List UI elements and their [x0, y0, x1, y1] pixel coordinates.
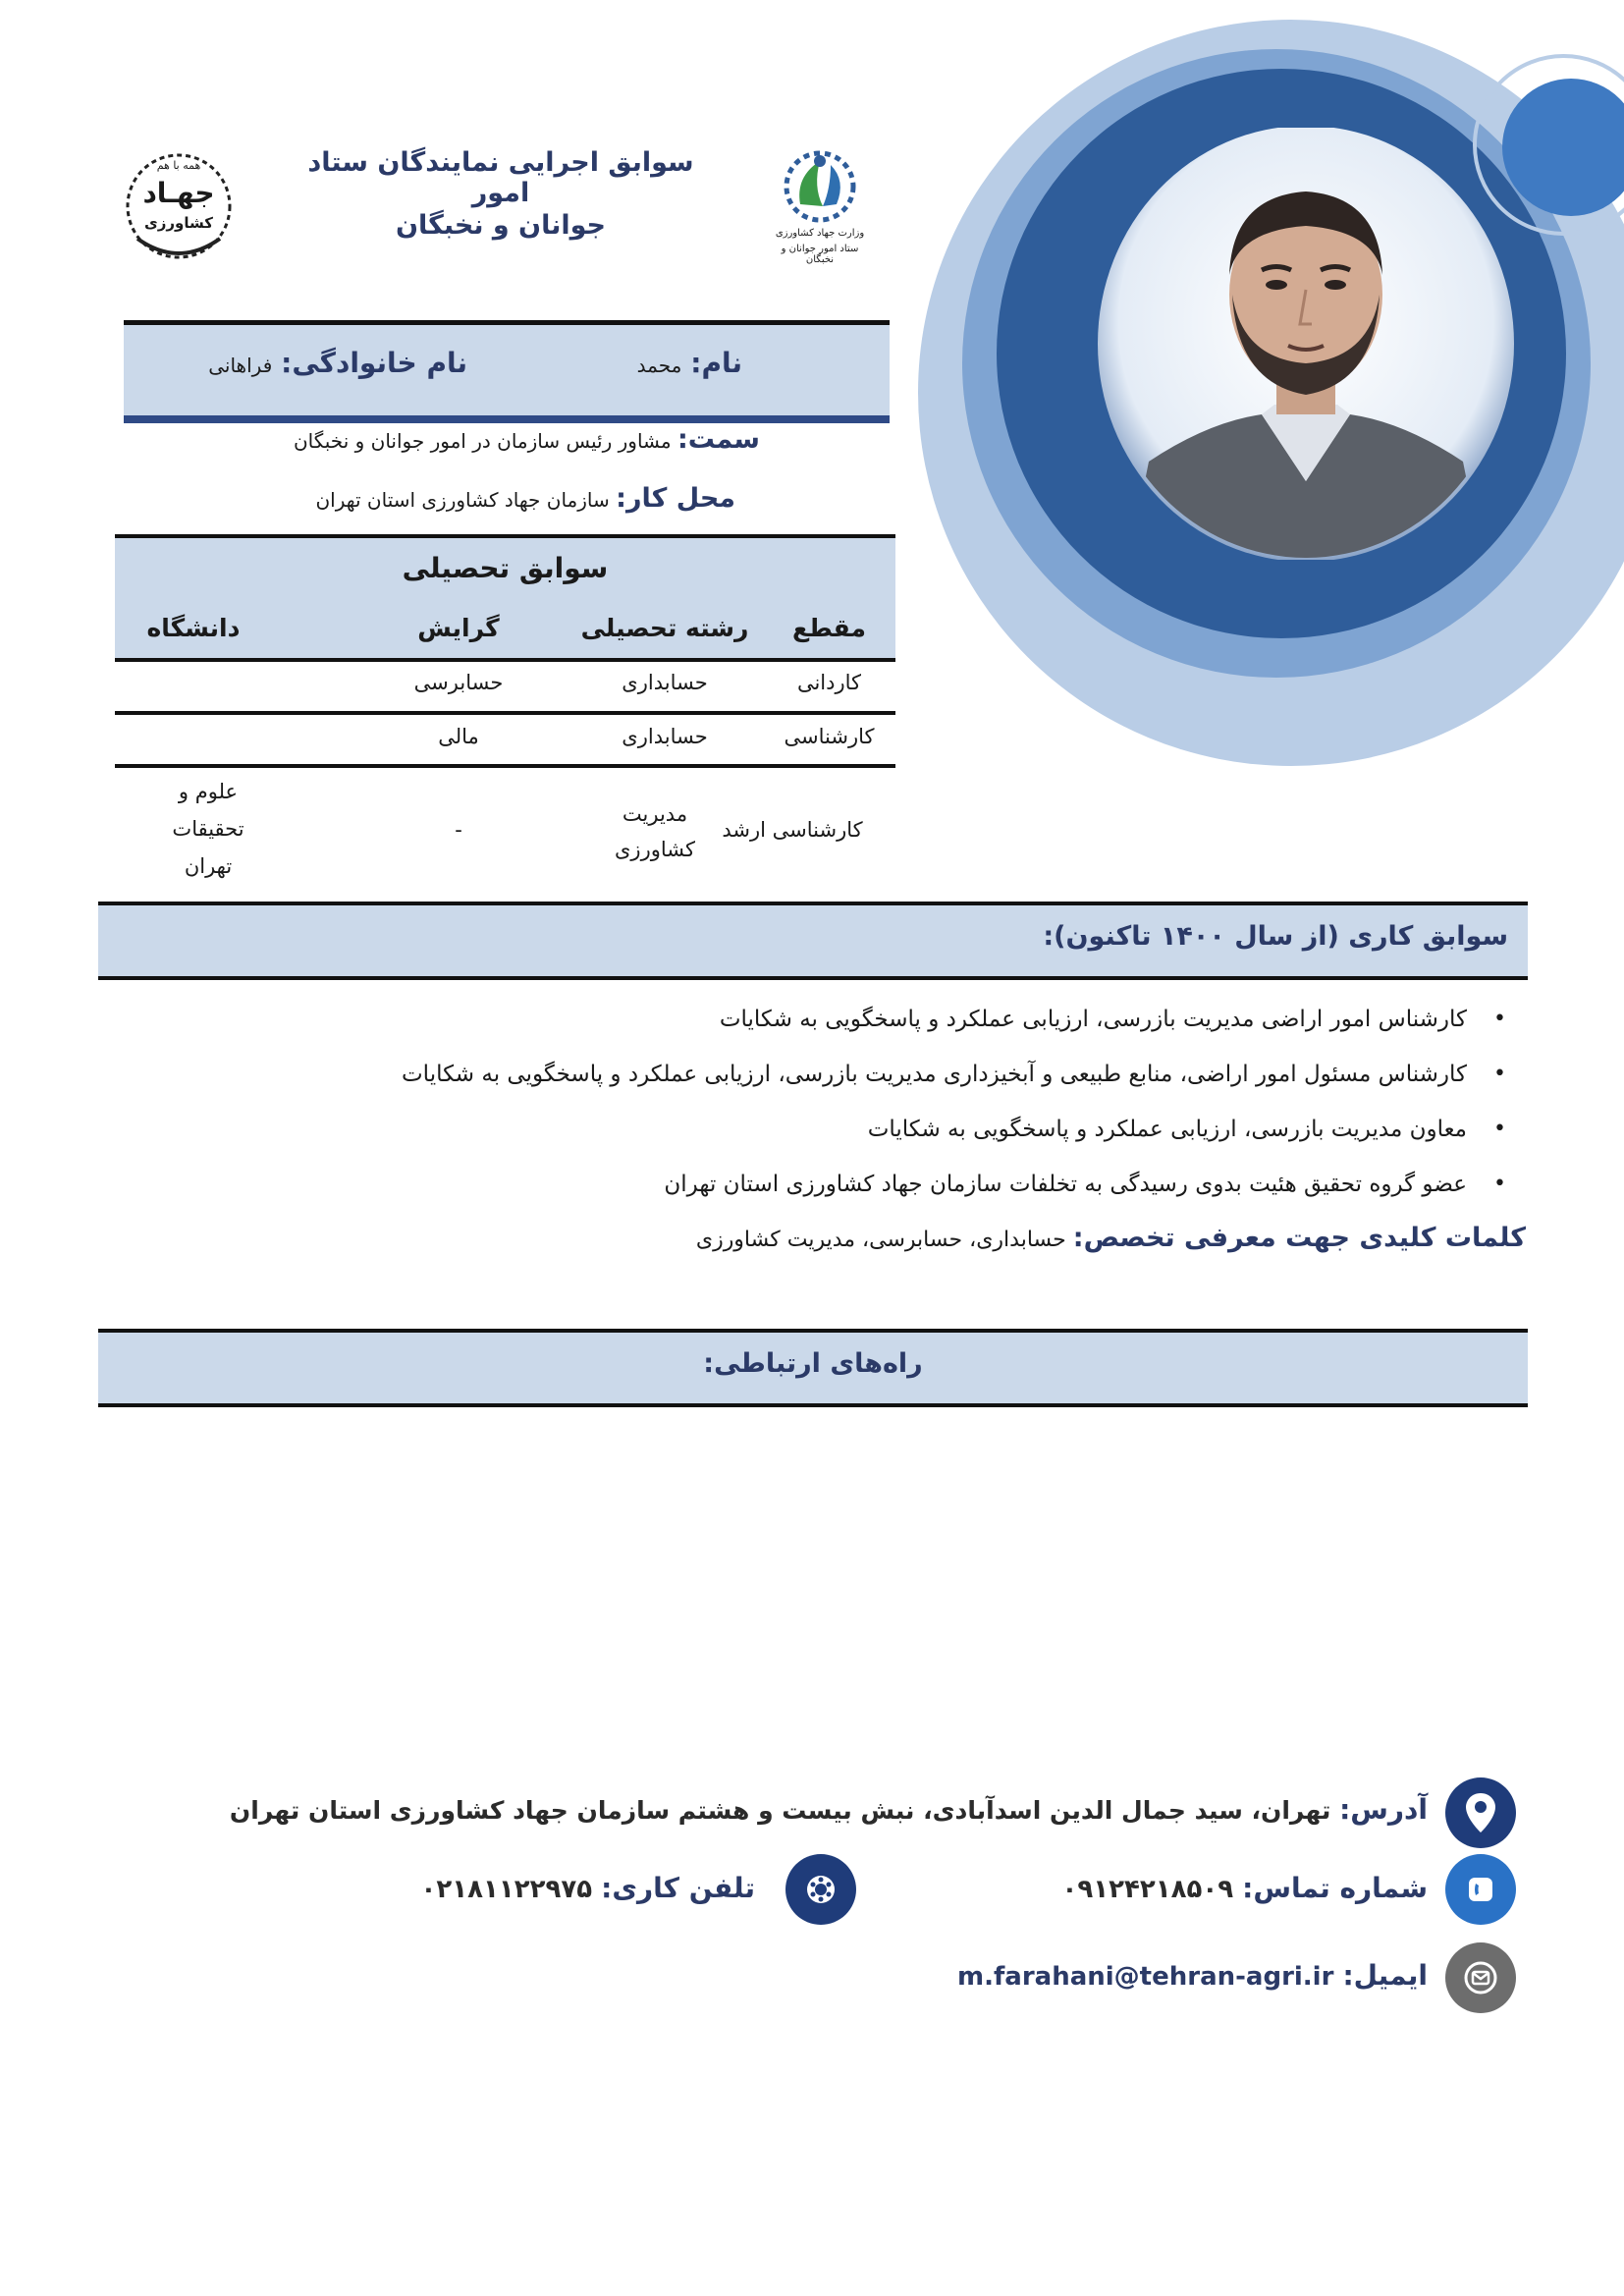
- education-title: سوابق تحصیلی: [115, 534, 895, 603]
- last-name-field: نام خانوادگی: فراهانی: [208, 347, 467, 379]
- position-field: سمت: مشاور رئیس سازمان در امور جوانان و نخبگان: [293, 424, 760, 455]
- table-row: کارشناسی ارشد مدیریت کشاورزی - علوم و تحقیقات تهران: [172, 780, 863, 878]
- email-link[interactable]: m.farahani@tehran-agri.ir: [957, 1962, 1334, 1992]
- education-header-row: [115, 599, 895, 662]
- header-title-line2: جوانان و نخبگان: [395, 210, 607, 241]
- table-row: کارشناسی حسابداری مالی: [438, 725, 875, 748]
- email-field: ایمیل: m.farahani@tehran-agri.ir: [957, 1959, 1428, 1992]
- work-section-bar: [98, 902, 1528, 980]
- location-pin-icon: [1445, 1777, 1516, 1848]
- contact-section-title: راه‌های ارتباطی:: [703, 1348, 923, 1379]
- header-title-line1: سوابق اجرایی نمایندگان ستاد امور: [307, 147, 694, 208]
- ministry-logo: وزارت جهاد کشاورزی ستاد امور جوانان و نخبگان: [766, 147, 874, 265]
- work-section-title: سوابق کاری (از سال ۱۴۰۰ تاکنون):: [1043, 921, 1508, 952]
- col-specialization: گرایش: [417, 614, 500, 642]
- col-field: رشته تحصیلی: [580, 614, 749, 642]
- row-divider: [115, 764, 895, 768]
- contact-section-bar: [98, 1329, 1528, 1407]
- mobile-field: شماره تماس: ۰۹۱۲۴۲۱۸۵۰۹: [1061, 1872, 1428, 1904]
- col-degree: مقطع: [792, 614, 866, 642]
- row-divider: [115, 711, 895, 715]
- profile-photo: [1090, 128, 1522, 560]
- telephone-dial-icon: [785, 1854, 856, 1925]
- col-university: دانشگاه: [146, 614, 241, 642]
- jahad-keshavarzi-logo: همه با هم جهـاد کشاورزی: [120, 145, 238, 263]
- work-history-list: [240, 992, 1506, 1212]
- address-field: آدرس: تهران، سید جمال الدین اسدآبادی، نبش بیست و هشتم سازمان جهاد کشاورزی استان تهران: [229, 1793, 1428, 1826]
- list-item: • کارشناس امور اراضی مدیریت بازرسی، ارزیابی عملکرد و پاسخگویی به شکایات: [240, 992, 1467, 1047]
- phone-icon: [1445, 1854, 1516, 1925]
- list-item: • معاون مدیریت بازرسی، ارزیابی عملکرد و پاسخگویی به شکایات: [240, 1102, 1467, 1157]
- email-icon: [1445, 1942, 1516, 2013]
- table-row: کاردانی حسابداری حسابرسی: [413, 671, 862, 694]
- list-item: • کارشناس مسئول امور اراضی، منابع طبیعی و آبخیزداری مدیریت بازرسی، ارزیابی عملکرد و پاسخگویی به شکایات: [240, 1047, 1467, 1102]
- keywords-field: کلمات کلیدی جهت معرفی تخصص: حسابداری، حسابرسی، مدیریت کشاورزی: [695, 1223, 1526, 1253]
- first-name-field: نام: محمد: [636, 347, 742, 379]
- name-bar: [124, 320, 890, 423]
- workplace-field: محل کار: سازمان جهاد کشاورزی استان تهران: [315, 483, 735, 514]
- work-phone-field: تلفن کاری: ۰۲۱۸۱۱۲۲۹۷۵: [420, 1872, 755, 1904]
- list-item: • عضو گروه تحقیق هئیت بدوی رسیدگی به تخلفات سازمان جهاد کشاورزی استان تهران: [240, 1157, 1467, 1212]
